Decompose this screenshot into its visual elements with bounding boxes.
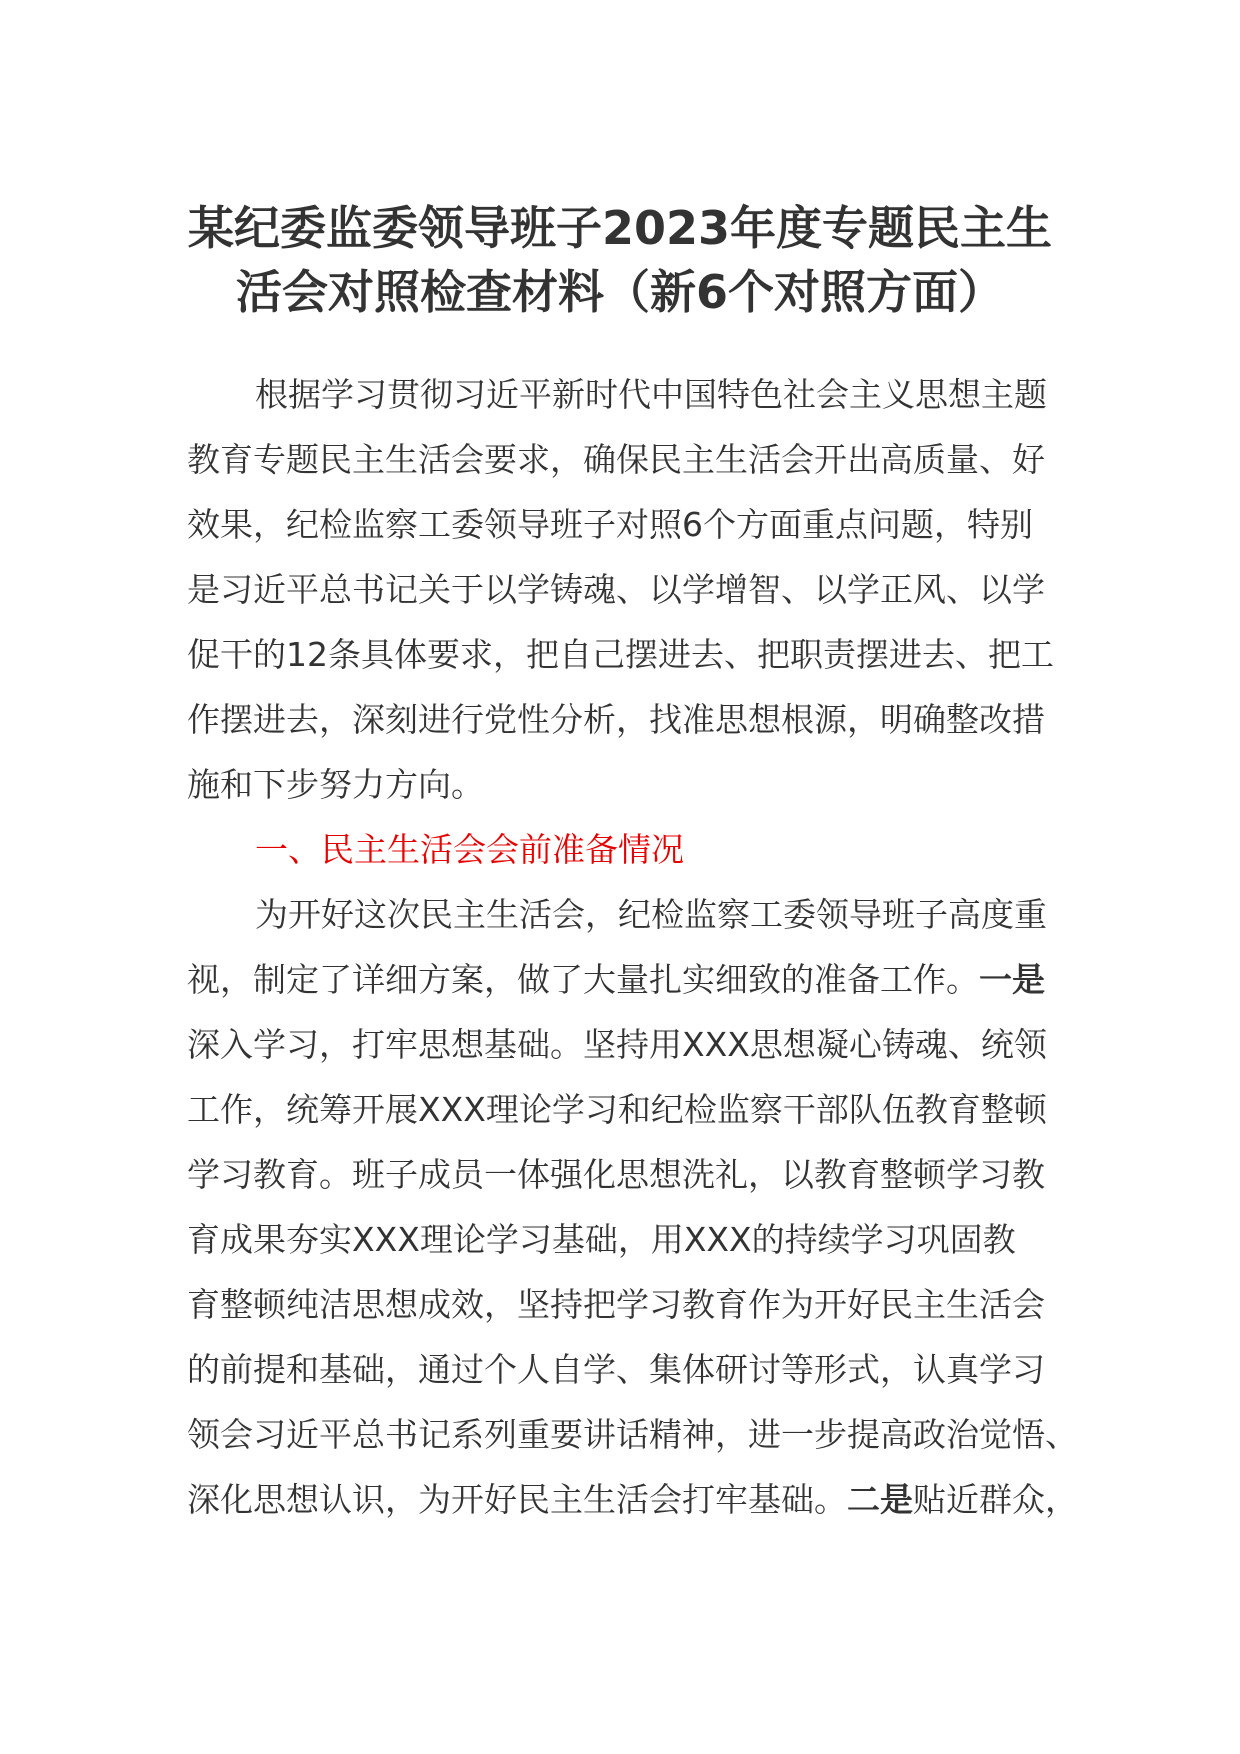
- paragraph-line: 效果，纪检监察工委领导班子对照6个方面重点问题，特别: [187, 505, 1033, 544]
- paragraph-line: 育成果夯实XXX理论学习基础，用XXX的持续学习巩固教: [187, 1220, 1016, 1259]
- paragraph-line: 施和下步努力方向。: [187, 765, 484, 804]
- paragraph-line: 工作，统筹开展XXX理论学习和纪检监察干部队伍教育整顿: [187, 1090, 1047, 1129]
- preparation-paragraph: [187, 882, 1078, 1532]
- title-line-1: 某纪委监委领导班子2023年度专题民主生: [187, 201, 1053, 255]
- title-line-2: 活会对照检查材料（新6个对照方面）: [235, 265, 1004, 319]
- paragraph-line: [187, 1467, 1078, 1532]
- paragraph-line: 的前提和基础，通过个人自学、集体研讨等形式，认真学习: [187, 1350, 1045, 1389]
- paragraph-line: 是习近平总书记关于以学铸魂、以学增智、以学正风、以学: [187, 570, 1045, 609]
- paragraph-line: 领会习近平总书记系列重要讲话精神，进一步提高政治觉悟、: [187, 1415, 1078, 1454]
- emphasis-text: 二是: [847, 1480, 913, 1519]
- paragraph-line: 深入学习，打牢思想基础。坚持用XXX思想凝心铸魂、统领: [187, 1025, 1047, 1064]
- emphasis-text: 一是: [979, 960, 1045, 999]
- paragraph-text: 贴近群众，: [913, 1480, 1078, 1519]
- paragraph-line: 作摆进去，深刻进行党性分析，找准思想根源，明确整改措: [187, 700, 1045, 739]
- paragraph-line: 为开好这次民主生活会，纪检监察工委领导班子高度重: [255, 895, 1047, 934]
- intro-paragraph: [187, 362, 1067, 817]
- paragraph-line: 教育专题民主生活会要求，确保民主生活会开出高质量、好: [187, 440, 1045, 479]
- paragraph-text: 视，制定了详细方案，做了大量扎实细致的准备工作。: [187, 960, 979, 999]
- paragraph-line: [187, 947, 1067, 1012]
- paragraph-text: 深化思想认识，为开好民主生活会打牢基础。: [187, 1480, 847, 1519]
- paragraph-line: 促干的12条具体要求，把自己摆进去、把职责摆进去、把工: [187, 635, 1054, 674]
- section-heading: 一、民主生活会会前准备情况: [255, 830, 684, 869]
- paragraph-line: 学习教育。班子成员一体强化思想洗礼，以教育整顿学习教: [187, 1155, 1045, 1194]
- document-title: [150, 196, 1090, 324]
- paragraph-line: 育整顿纯洁思想成效，坚持把学习教育作为开好民主生活会: [187, 1285, 1045, 1324]
- paragraph-line: 根据学习贯彻习近平新时代中国特色社会主义思想主题: [255, 375, 1047, 414]
- document-body: [187, 362, 1078, 1532]
